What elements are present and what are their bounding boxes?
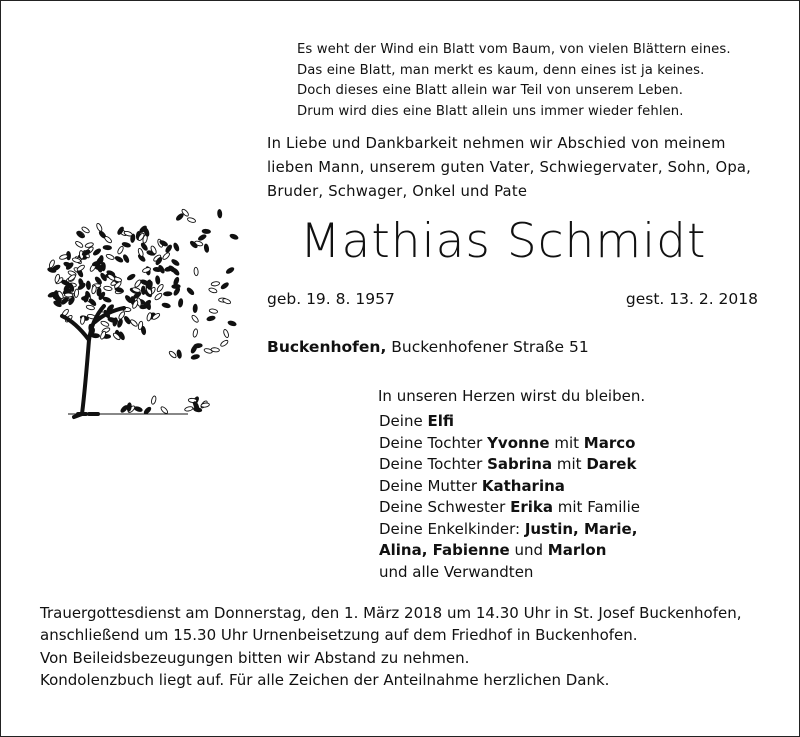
intro-line: Bruder, Schwager, Onkel und Pate [267,183,528,200]
footer-line: Von Beileidsbezeugungen bitten wir Abstand zu nehmen. [40,648,470,667]
service-info [40,602,741,691]
footer-line: anschließend um 15.30 Uhr Urnenbeisetzung auf dem Friedhof in Buckenhofen. [40,626,638,645]
birth-date: geb. 19. 8. 1957 [267,290,395,308]
poem-line: Das eine Blatt, man merkt es kaum, denn eines ist ja keines. [297,62,705,78]
family-row: Alina, Fabienne und Marlon [379,541,607,559]
family-row: Deine Mutter Katharina [379,476,565,495]
family-row: Deine Tochter Sabrina mit Darek [379,455,637,473]
intro-line: lieben Mann, unserem guten Vater, Schwiegervater, Sohn, Opa, [267,159,752,176]
intro-line: In Liebe und Dankbarkeit nehmen wir Abschied von meinem [267,135,726,152]
windblown-tree-icon [38,200,248,425]
footer-line: Trauergottesdienst am Donnerstag, den 1. März 2018 um 14.30 Uhr in St. Josef Buckenhofen, [40,604,742,622]
family-row: Deine Schwester Erika mit Familie [379,498,640,516]
address [267,336,589,358]
deceased-name: Mathias Schmidt [300,214,707,269]
poem-line: Drum wird dies eine Blatt allein uns immer wieder fehlen. [297,103,684,119]
family-row: Deine Tochter Yvonne mit Marco [379,433,636,452]
death-date: gest. 13. 2. 2018 [625,290,758,308]
family-row: Deine Elfi [379,412,454,430]
address-town: Buckenhofen, [267,338,387,356]
life-dates [267,288,758,310]
footer-line: Kondolenzbuch liegt auf. Für alle Zeichen der Anteilnahme herzlichen Dank. [40,670,610,689]
heart-line: In unseren Herzen wirst du bleiben. [378,387,646,405]
address-street: Buckenhofener Straße 51 [391,338,589,356]
poem [297,40,731,122]
family-list [379,411,640,583]
poem-line: Doch dieses eine Blatt allein war Teil von unserem Leben. [297,83,684,99]
family-row: und alle Verwandten [379,562,534,581]
intro-text [267,132,751,204]
poem-line: Es weht der Wind ein Blatt vom Baum, von vielen Blättern eines. [297,42,731,57]
family-row: Deine Enkelkinder: Justin, Marie, [379,519,638,538]
